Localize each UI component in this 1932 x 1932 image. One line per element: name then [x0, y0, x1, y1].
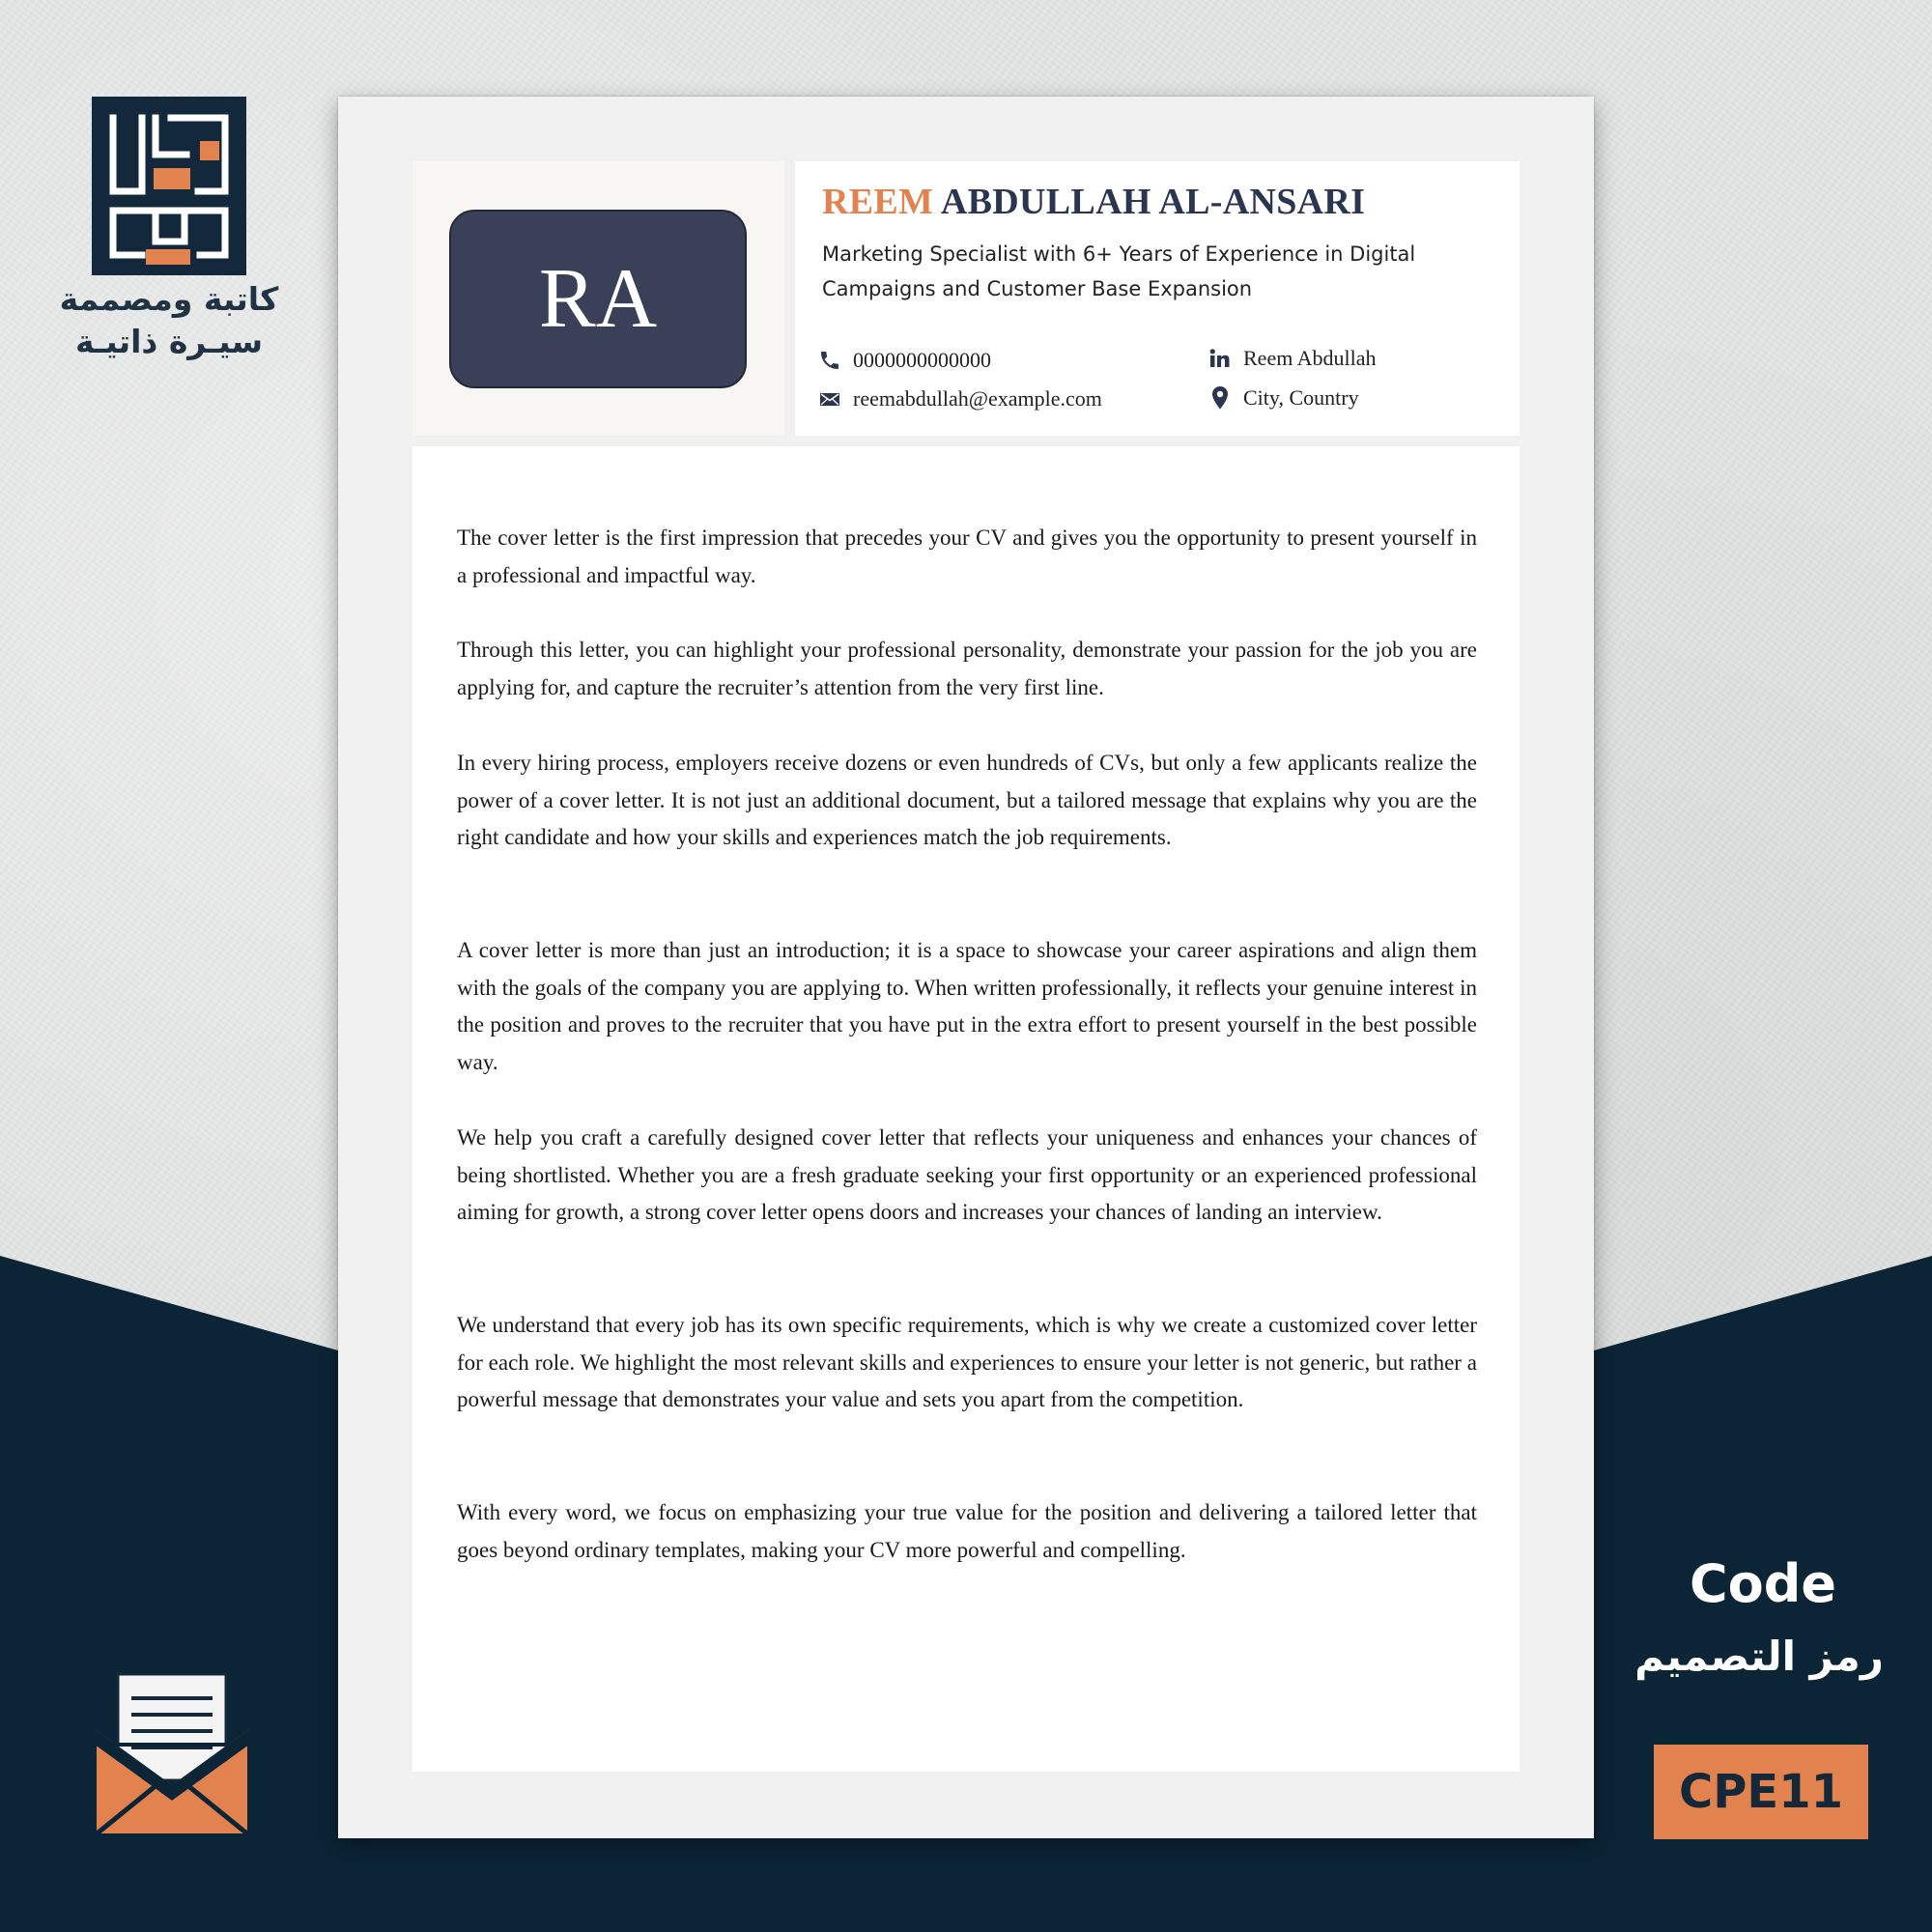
- monogram-panel: [412, 161, 784, 436]
- location-text: City, Country: [1243, 385, 1359, 410]
- contact-email: [818, 386, 1102, 412]
- brand-caption-line1: كاتبة ومصممة: [59, 280, 279, 318]
- letter-paragraph: A cover letter is more than just an introduction; it is a space to showcase your career aspirations and align them with the goals of the company you are applying to. When written professionally, it reflects your genuine interest in the position and proves to the recruiter that you have put in the extra effort to present yourself in the best possible way.: [457, 938, 1477, 1075]
- brand-logo-icon: [92, 97, 246, 275]
- phone-icon: [818, 349, 841, 372]
- cover-letter-page: [338, 97, 1594, 1838]
- code-title: Code: [1689, 1553, 1836, 1614]
- email-address: reemabdullah@example.com: [853, 386, 1102, 411]
- candidate-tagline: [822, 237, 1498, 306]
- brand-caption-line2: سيـرة ذاتيـة: [74, 323, 264, 360]
- letter-paragraph: The cover letter is the first impression that precedes your CV and gives you the opportunity to present yourself in a professional and impactful way.: [457, 526, 1477, 587]
- candidate-name: [822, 181, 1365, 223]
- brand-caption: [58, 278, 280, 363]
- monogram-badge: RA: [449, 210, 747, 388]
- contact-linkedin: [1208, 346, 1376, 371]
- code-subtitle: رمز التصميم: [1634, 1633, 1884, 1680]
- envelope-letter-icon: [89, 1671, 255, 1840]
- phone-number: 0000000000000: [853, 348, 991, 372]
- linkedin-name: Reem Abdullah: [1243, 346, 1377, 370]
- email-icon: [818, 387, 841, 411]
- letter-body: [412, 446, 1520, 1772]
- header-panel: [795, 161, 1520, 436]
- tagline-line1: Marketing Specialist with 6+ Years of Experience in Digital: [822, 242, 1416, 266]
- linkedin-icon: [1208, 347, 1232, 370]
- letter-paragraph: With every word, we focus on emphasizing your true value for the position and delivering a tailored letter that goes beyond ordinary templates, making your CV more powerful and compelling.: [457, 1500, 1477, 1562]
- candidate-first-name: REEM: [822, 182, 934, 222]
- location-pin-icon: [1208, 385, 1232, 411]
- design-code-badge: CPE11: [1654, 1745, 1868, 1839]
- letter-paragraph: In every hiring process, employers receive dozens or even hundreds of CVs, but only a few applicants realize the power of a cover letter. It is not just an additional document, but a tailored message that explains why you are the right candidate and how your skills and experiences match the job requirements.: [457, 751, 1477, 850]
- contact-location: [1208, 385, 1359, 411]
- letter-paragraph: Through this letter, you can highlight your professional personality, demonstrate your passion for the job you are applying for, and capture the recruiter’s attention from the very first line.: [457, 638, 1477, 699]
- contact-phone: [818, 348, 991, 373]
- tagline-line2: Campaigns and Customer Base Expansion: [822, 277, 1253, 300]
- letter-paragraph: We help you craft a carefully designed cover letter that reflects your uniqueness and enhances your chances of being shortlisted. Whether you are a fresh graduate seeking your first opportunity or an experienced professional aiming for growth, a strong cover letter opens doors and increases your chances of landing an interview.: [457, 1125, 1477, 1225]
- candidate-last-name: ABDULLAH AL-ANSARI: [933, 182, 1366, 222]
- letter-paragraph: We understand that every job has its own specific requirements, which is why we create a customized cover letter for each role. We highlight the most relevant skills and experiences to ensure your letter is not generic, but rather a powerful message that demonstrates your value and sets you apart from the competition.: [457, 1313, 1477, 1412]
